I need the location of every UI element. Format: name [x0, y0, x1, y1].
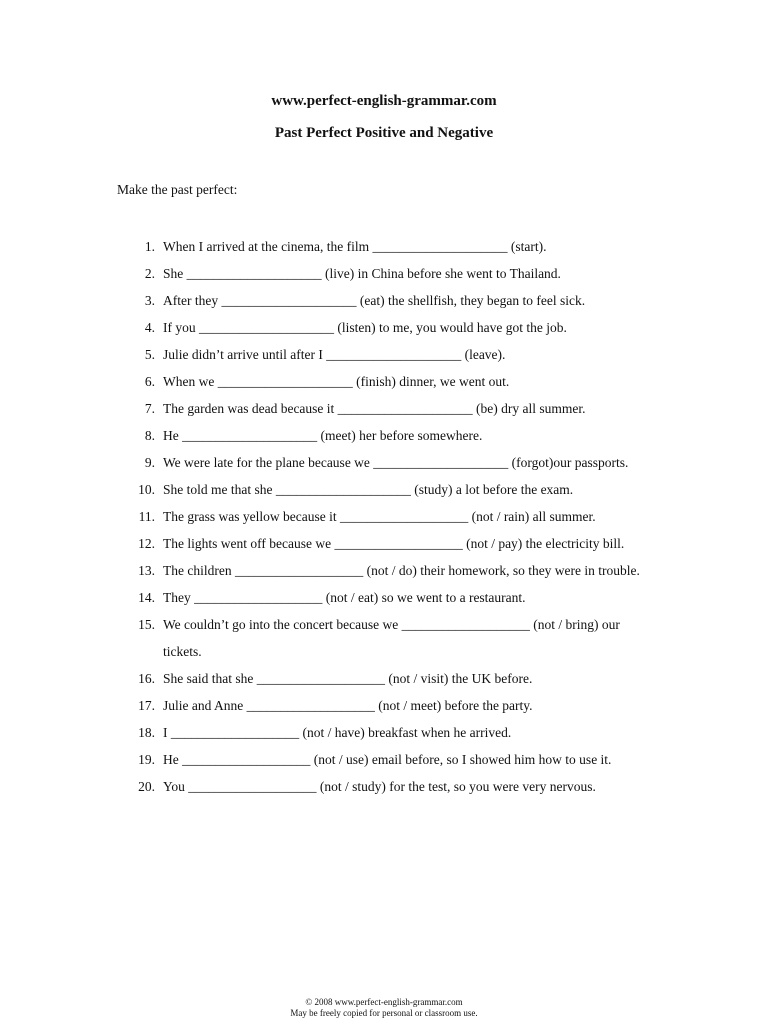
exercise-item-14	[135, 584, 655, 611]
footer-license: May be freely copied for personal or classroom use.	[290, 1008, 478, 1018]
item-number: 3.	[144, 293, 155, 308]
exercise-item-1	[135, 233, 655, 260]
item-text: She ____________________ (live) in China before she went to Thailand.	[163, 266, 561, 281]
exercise-item-8	[135, 422, 655, 449]
exercise-item-17	[135, 692, 655, 719]
item-text: She said that she ___________________ (not / visit) the UK before.	[163, 671, 533, 686]
item-number: 4.	[144, 320, 155, 335]
item-number: 1.	[144, 239, 155, 254]
exercise-item-12	[135, 530, 655, 557]
item-text: If you ____________________ (listen) to me, you would have got the job.	[163, 320, 567, 335]
item-text: The grass was yellow because it ___________________ (not / rain) all summer.	[163, 509, 596, 524]
item-text: Julie and Anne ___________________ (not / meet) before the party.	[163, 698, 533, 713]
item-text: I ___________________ (not / have) breakfast when he arrived.	[163, 725, 512, 740]
item-text: They ___________________ (not / eat) so we went to a restaurant.	[163, 590, 526, 605]
item-number: 15.	[138, 617, 155, 632]
item-number: 5.	[144, 347, 155, 362]
page-footer	[0, 997, 768, 1019]
item-text: Julie didn’t arrive until after I ____________________ (leave).	[163, 347, 506, 362]
exercise-item-13	[135, 557, 655, 584]
item-number: 14.	[138, 590, 155, 605]
item-text: He ___________________ (not / use) email before, so I showed him how to use it.	[163, 752, 612, 767]
footer-copyright: © 2008 www.perfect-english-grammar.com	[305, 997, 463, 1007]
exercise-instruction: Make the past perfect:	[117, 182, 238, 197]
item-text: After they ____________________ (eat) the shellfish, they began to feel sick.	[163, 293, 586, 308]
exercise-item-5	[135, 341, 655, 368]
item-number: 16.	[138, 671, 155, 686]
item-text: We were late for the plane because we ____________________ (forgot)our passports.	[163, 455, 629, 470]
item-number: 19.	[138, 752, 155, 767]
item-number: 2.	[144, 266, 155, 281]
exercise-item-15	[135, 611, 655, 665]
item-number: 20.	[138, 779, 155, 794]
exercise-item-2	[135, 260, 655, 287]
exercise-item-7	[135, 395, 655, 422]
item-number: 12.	[138, 536, 155, 551]
exercise-item-6	[135, 368, 655, 395]
item-text: When we ____________________ (finish) dinner, we went out.	[163, 374, 510, 389]
item-text: When I arrived at the cinema, the film ____________________ (start).	[163, 239, 547, 254]
item-number: 18.	[138, 725, 155, 740]
item-number: 9.	[144, 455, 155, 470]
item-number: 17.	[138, 698, 155, 713]
item-text: You ___________________ (not / study) for the test, so you were very nervous.	[163, 779, 596, 794]
item-text: He ____________________ (meet) her before somewhere.	[163, 428, 483, 443]
item-text: The lights went off because we ___________________ (not / pay) the electricity bill.	[163, 536, 625, 551]
item-text: We couldn’t go into the concert because we ___________________ (not / bring) our tickets.	[163, 617, 620, 659]
exercise-item-20	[135, 773, 655, 800]
exercise-item-11	[135, 503, 655, 530]
exercise-item-10	[135, 476, 655, 503]
exercise-list	[135, 233, 655, 800]
page-title: Past Perfect Positive and Negative	[274, 125, 494, 141]
exercise-item-16	[135, 665, 655, 692]
item-number: 7.	[144, 401, 155, 416]
exercise-item-9	[135, 449, 655, 476]
exercise-item-3	[135, 287, 655, 314]
item-number: 11.	[138, 509, 155, 524]
item-number: 8.	[144, 428, 155, 443]
exercise-item-18	[135, 719, 655, 746]
site-url: www.perfect-english-grammar.com	[271, 93, 497, 109]
item-number: 13.	[138, 563, 155, 578]
exercise-item-19	[135, 746, 655, 773]
item-number: 6.	[144, 374, 155, 389]
item-text: She told me that she ____________________ (study) a lot before the exam.	[163, 482, 574, 497]
item-text: The children ___________________ (not / do) their homework, so they were in trouble.	[163, 563, 640, 578]
item-number: 10.	[138, 482, 155, 497]
exercise-item-4	[135, 314, 655, 341]
item-text: The garden was dead because it ____________________ (be) dry all summer.	[163, 401, 586, 416]
